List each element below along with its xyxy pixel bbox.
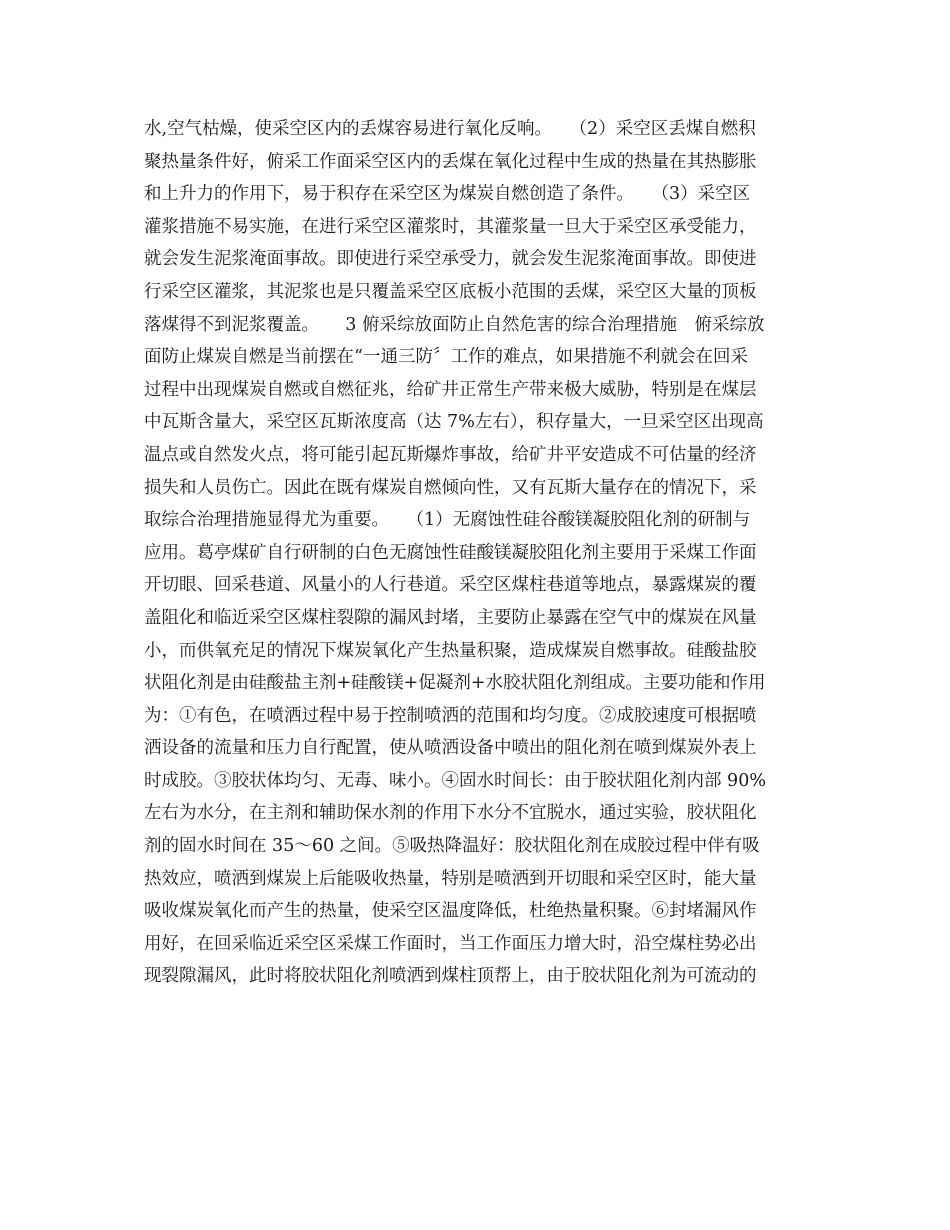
text-line: 应用。葛亭煤矿自行研制的白色无腐蚀性硅酸镁凝胶阻化剂主要用于采煤工作面 [144,542,757,563]
text-line: 落煤得不到泥浆覆盖。 3 俯采综放面防止自然危害的综合治理措施 俯采综放 [144,314,765,335]
text-line: 行采空区灌浆，其泥浆也是只覆盖采空区底板小范围的丢煤，采空区大量的顶板 [144,281,757,302]
text-line: 状阻化剂是由硅酸盐主剂+硅酸镁+促凝剂+水胶状阻化剂组成。主要功能和作用 [144,673,766,694]
text-line: 水,空气枯燥，使采空区内的丢煤容易进行氧化反响。 （2）采空区丢煤自燃积 [144,119,756,139]
text-line: 温点或自然发火点，将可能引起瓦斯爆炸事故，给矿井平安造成不可估量的经济 [144,444,757,465]
text-line: 取综合治理措施显得尤为重要。 （1）无腐蚀性硅谷酸镁凝胶阻化剂的研制与 [144,510,751,531]
text-line: 损失和人员伤亡。因此在既有煤炭自燃倾向性，又有瓦斯大量存在的情况下，采 [144,477,757,498]
text-line: 小，而供氧充足的情况下煤炭氧化产生热量积聚，造成煤炭自燃事故。硅酸盐胶 [144,640,757,661]
text-line: 现裂隙漏风，此时将胶状阻化剂喷洒到煤柱顶帮上，由于胶状阻化剂为可流动的 [144,966,757,987]
text-line: 中瓦斯含量大，采空区瓦斯浓度高（达 7%左右），积存量大，一旦采空区出现高 [144,412,764,433]
text-line: 聚热量条件好，俯采工作面采空区内的丢煤在氧化过程中生成的热量在其热膨胀 [144,151,757,172]
text-line: 洒设备的流量和压力自行配置，使从喷洒设备中喷出的阻化剂在喷到煤炭外表上 [144,738,757,759]
text-line: 左右为水分，在主剂和辅助保水剂的作用下水分不宜脱水，通过实验，胶状阻化 [144,803,757,824]
text-line: 灌浆措施不易实施，在进行采空区灌浆时，其灌浆量一旦大于采空区承受能力， [144,216,757,237]
text-line: 时成胶。③胶状体均匀、无毒、味小。④固水时间长：由于胶状阻化剂内部 90% [144,770,766,791]
text-line: 用好，在回采临近采空区采煤工作面时，当工作面压力增大时，沿空煤柱势必出 [144,933,757,954]
text-line: 为：①有色，在喷洒过程中易于控制喷洒的范围和均匀度。②成胶速度可根据喷 [144,705,757,726]
text-line: 吸收煤炭氧化而产生的热量，使采空区温度降低，杜绝热量积聚。⑥封堵漏风作 [144,901,757,922]
body-text [144,113,814,993]
text-line: 就会发生泥浆淹面事故。即使进行采空承受力，就会发生泥浆淹面事故。即使进 [144,249,757,270]
text-line: 热效应，喷洒到煤炭上后能吸收热量，特别是喷洒到开切眼和采空区时，能大量 [144,868,757,889]
text-line: 盖阻化和临近采空区煤柱裂隙的漏风封堵，主要防止暴露在空气中的煤炭在风量 [144,607,757,628]
text-line: 剂的固水时间在 35～60 之间。⑤吸热降温好：胶状阻化剂在成胶过程中伴有吸 [144,836,760,857]
text-line: 开切眼、回采巷道、风量小的人行巷道。采空区煤柱巷道等地点，暴露煤炭的覆 [144,575,757,596]
text-line: 和上升力的作用下，易于积存在采空区为煤炭自燃创造了条件。 （3）采空区 [144,184,751,205]
text-line: 面防止煤炭自燃是当前摆在“一通三防〞工作的难点，如果措施不利就会在回采 [144,347,748,368]
text-line: 过程中出现煤炭自燃或自燃征兆，给矿井正常生产带来极大威胁，特别是在煤层 [144,379,757,400]
